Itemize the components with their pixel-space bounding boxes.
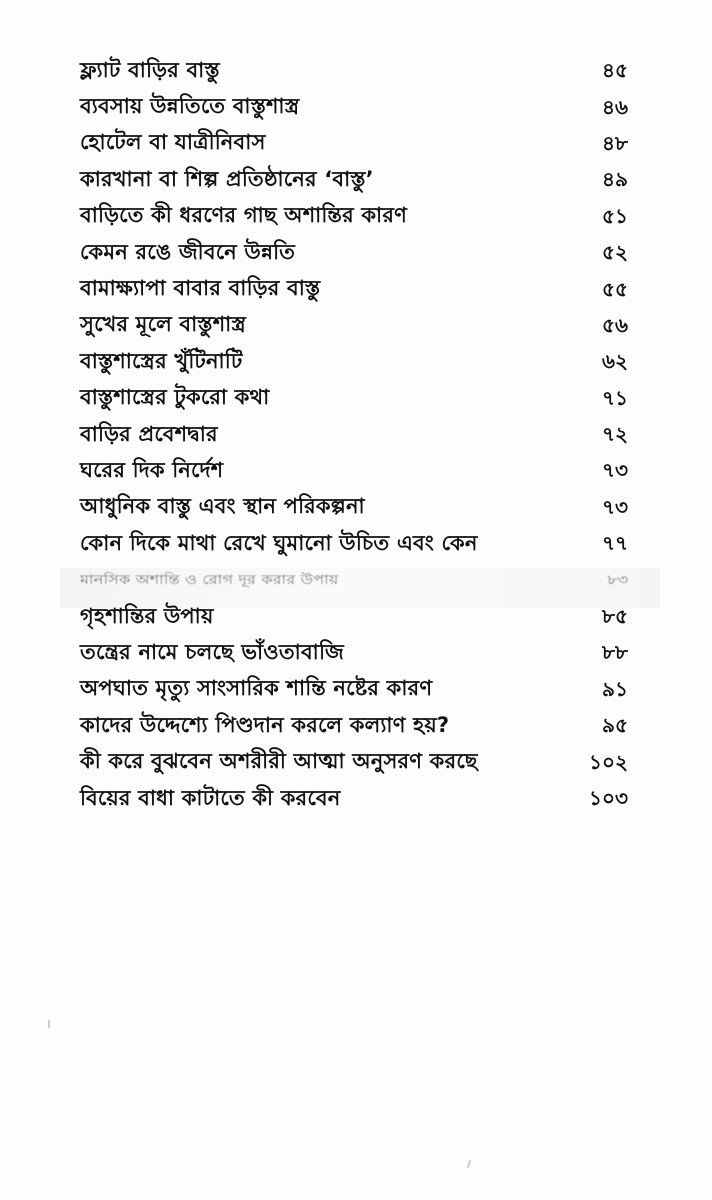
toc-entry bbox=[80, 125, 628, 161]
toc-entry-page: ৪৯ bbox=[602, 167, 628, 192]
toc-entry-title: ফ্ল্যাট বাড়ির বাস্তু bbox=[80, 57, 220, 82]
toc-entry-page: ৭৭ bbox=[601, 531, 628, 556]
toc-entry bbox=[80, 161, 628, 197]
toc-entry-page: ৪৬ bbox=[602, 94, 628, 119]
toc-entry bbox=[80, 780, 628, 816]
toc-entry-page: ৬২ bbox=[601, 349, 628, 374]
toc-entry-title: ব্যবসায় উন্নতিতে বাস্তুশাস্ত্র bbox=[80, 94, 300, 119]
toc-entry-title: তন্ত্রের নামে চলছে ভাঁওতাবাজি bbox=[80, 639, 344, 664]
toc-entry-title: কোন দিকে মাথা রেখে ঘুমানো উচিত এবং কেন bbox=[80, 530, 478, 555]
toc-entry-title: কারখানা বা শিল্প প্রতিষ্ঠানের ‘বাস্তু’ bbox=[80, 166, 374, 191]
toc-entry-faded bbox=[80, 561, 628, 597]
toc-entry bbox=[80, 380, 628, 416]
toc-entry-page: ৭৩ bbox=[601, 458, 628, 483]
table-of-contents bbox=[80, 52, 628, 816]
toc-entry-title: বাড়ির প্রবেশদ্বার bbox=[80, 421, 218, 446]
toc-entry-title: সুখের মূলে বাস্তুশাস্ত্র bbox=[80, 312, 247, 337]
toc-entry-page: ৯১ bbox=[602, 676, 628, 701]
toc-entry-title: বাস্তুশাস্ত্রের টুকরো কথা bbox=[80, 385, 270, 410]
toc-entry-title: বাড়িতে কী ধরণের গাছ অশান্তির কারণ bbox=[80, 203, 407, 228]
toc-entry-title: ঘরের দিক নির্দেশ bbox=[80, 457, 224, 482]
toc-entry bbox=[80, 198, 628, 234]
toc-entry-page: ১০৩ bbox=[589, 786, 628, 810]
toc-entry-page: ৮৮ bbox=[602, 640, 628, 665]
toc-entry-title: কী করে বুঝবেন অশরীরী আত্মা অনুসরণ করছে bbox=[80, 749, 478, 774]
toc-entry-page: ৫২ bbox=[602, 240, 628, 265]
toc-entry bbox=[80, 234, 628, 270]
paper-speck bbox=[467, 1160, 472, 1168]
toc-entry bbox=[80, 270, 628, 306]
toc-entry-page: ৯৫ bbox=[602, 713, 628, 738]
toc-entry-page: ৭২ bbox=[601, 422, 628, 447]
toc-entry-page: ৪৮ bbox=[602, 130, 628, 155]
toc-entry-title: বাস্তুশাস্ত্রের খুঁটিনাটি bbox=[80, 348, 243, 373]
toc-entry bbox=[80, 489, 628, 525]
paper-speck bbox=[48, 1020, 50, 1028]
toc-entry-title: অপঘাত মৃত্যু সাংসারিক শান্তি নষ্টের কারণ bbox=[80, 676, 433, 701]
toc-entry-title: গৃহশান্তির উপায় bbox=[80, 603, 214, 628]
toc-entry-title: কাদের উদ্দেশ্যে পিণ্ডদান করলে কল্যাণ হয়? bbox=[80, 712, 450, 737]
toc-entry-page: ১০২ bbox=[589, 749, 628, 774]
toc-entry bbox=[80, 88, 628, 124]
toc-entry bbox=[80, 598, 628, 634]
toc-entry-page: ৮৩ bbox=[607, 571, 628, 587]
toc-entry-page: ৮৫ bbox=[602, 604, 628, 629]
toc-entry-title: বামাক্ষ্যাপা বাবার বাড়ির বাস্তু bbox=[80, 276, 321, 301]
toc-entry bbox=[80, 634, 628, 670]
toc-entry-title: মানসিক অশান্তি ও রোগ দূর করার উপায় bbox=[80, 571, 339, 587]
toc-entry-title: আধুনিক বাস্তু এবং স্থান পরিকল্পনা bbox=[80, 494, 365, 519]
toc-entry bbox=[80, 707, 628, 743]
toc-entry bbox=[80, 671, 628, 707]
toc-entry-page: ৫৬ bbox=[602, 312, 628, 337]
toc-entry-title: বিয়ের বাধা কাটাতে কী করবেন bbox=[80, 785, 341, 810]
toc-entry bbox=[80, 307, 628, 343]
toc-entry-title: কেমন রঙে জীবনে উন্নতি bbox=[80, 239, 296, 264]
toc-entry-page: ৪৫ bbox=[602, 58, 628, 83]
toc-entry bbox=[80, 52, 628, 88]
toc-entry bbox=[80, 525, 628, 561]
toc-entry bbox=[80, 452, 628, 488]
toc-entry-page: ৫৫ bbox=[602, 276, 628, 301]
toc-entry-page: ৭৩ bbox=[601, 494, 628, 519]
toc-entry bbox=[80, 343, 628, 379]
toc-entry bbox=[80, 416, 628, 452]
toc-entry-page: ৫১ bbox=[602, 203, 628, 228]
toc-entry-page: ৭১ bbox=[602, 385, 628, 410]
toc-entry-title: হোটেল বা যাত্রীনিবাস bbox=[80, 130, 266, 155]
toc-entry bbox=[80, 743, 628, 779]
